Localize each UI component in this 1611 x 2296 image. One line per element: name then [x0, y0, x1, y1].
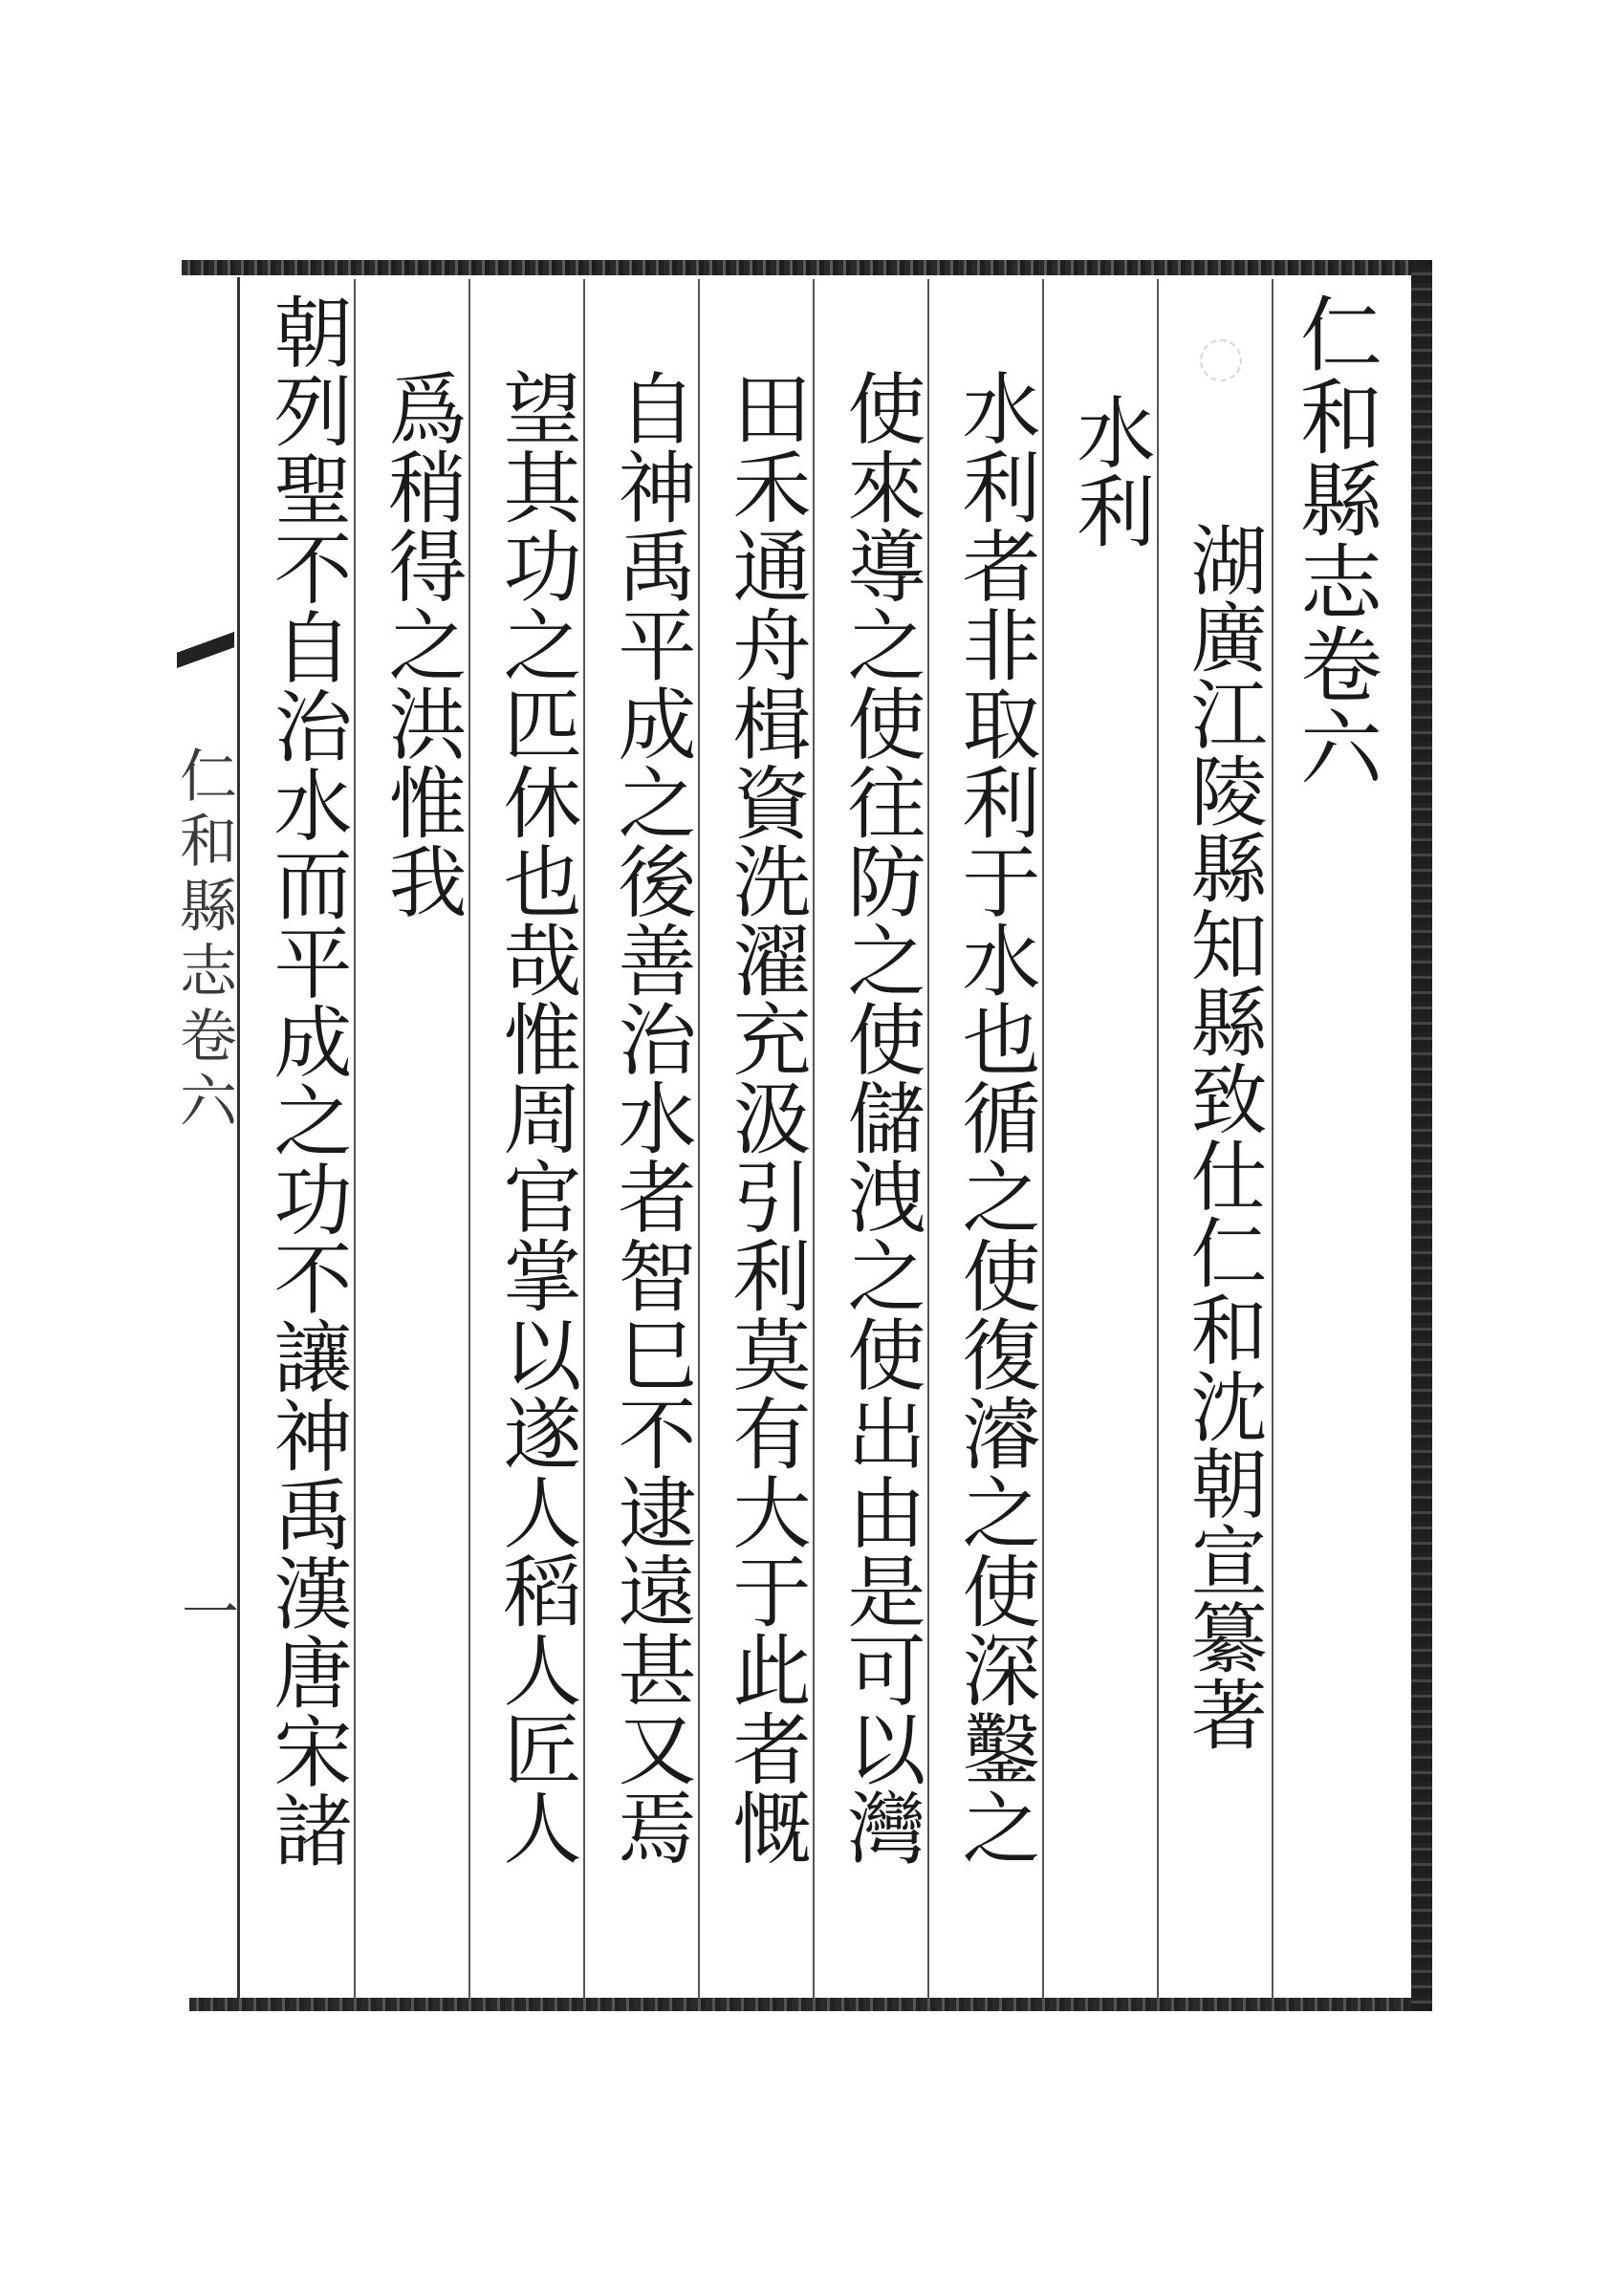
section-heading: 水利 — [1064, 392, 1155, 550]
text-column: 朝列聖不自治水而平成之功不讓神禹漢唐宋諸 — [261, 292, 352, 1869]
column-rule — [813, 279, 815, 1998]
column-rule — [583, 279, 585, 1998]
frame-right-border — [1411, 260, 1432, 2011]
column-rule — [698, 279, 700, 1998]
text-column: 自神禹平成之後善治水者智巳不逮遠甚又焉 — [605, 368, 696, 1867]
fish-tail-mark — [177, 612, 234, 688]
faint-seal-mark — [1200, 339, 1242, 381]
column-rule — [1157, 279, 1159, 1998]
block-center-label: 仁和縣志卷六 — [170, 746, 237, 1136]
text-column: 田禾通舟楫資洗濯充汲引利莫有大于此者慨 — [720, 368, 811, 1867]
text-column: 望其功之匹休也哉惟周官掌以遂人稻人匠人 — [490, 368, 581, 1867]
column-rule — [1042, 279, 1044, 1998]
column-rule — [927, 279, 929, 1998]
volume-title: 仁和縣志卷六 — [1286, 292, 1382, 788]
frame-bottom-border — [189, 1998, 1432, 2011]
author-line: 湖廣江陵縣知縣致仕仁和沈朝宣纂著 — [1178, 521, 1267, 1752]
frame-left-border — [237, 277, 240, 1998]
text-column: 水利者非取利于水也循之使復濬之使深鑿之 — [949, 368, 1040, 1867]
text-column: 爲稍得之洪惟我 — [376, 368, 467, 921]
column-rule — [354, 279, 356, 1998]
frame-top-border — [182, 260, 1429, 275]
column-rule — [468, 279, 470, 1998]
column-rule — [1272, 279, 1274, 1998]
page-number: 一 — [182, 1580, 239, 1647]
text-column: 使來導之使往防之使儲洩之使出由是可以灣 — [835, 368, 925, 1867]
